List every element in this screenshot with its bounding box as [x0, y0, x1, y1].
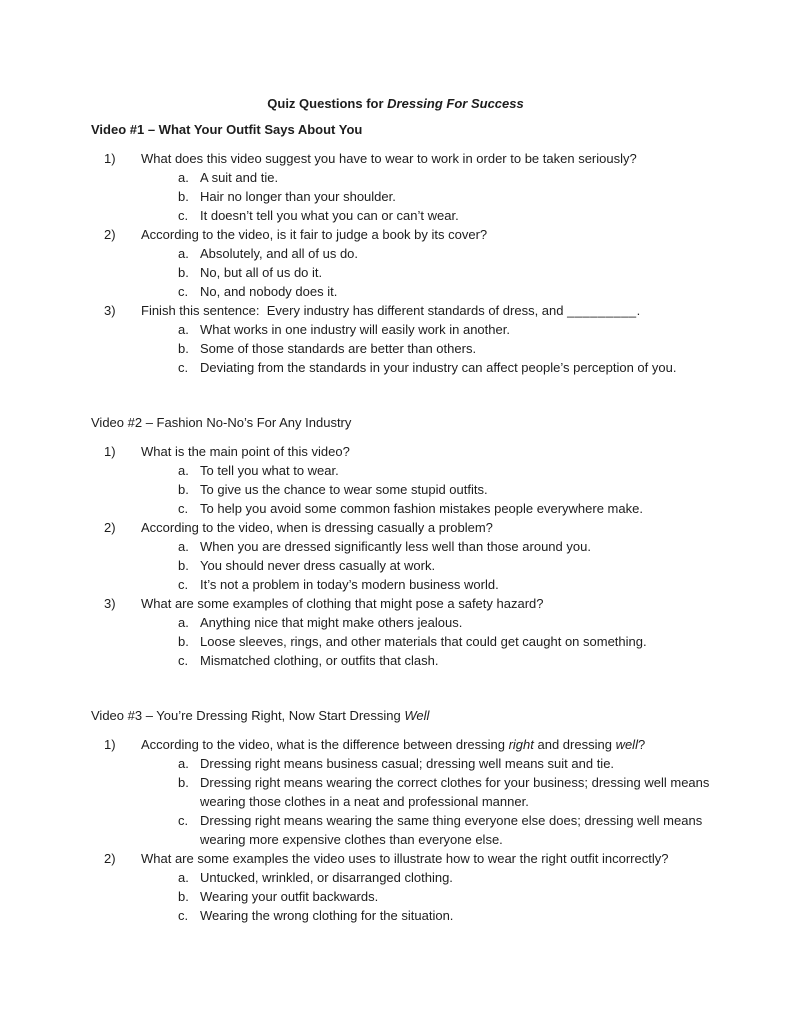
choice-text: [200, 461, 733, 480]
text-segment: Quiz Questions for: [267, 96, 388, 111]
text-segment: According to the video, when is dressing casually a problem?: [141, 520, 493, 535]
question-row: [91, 735, 733, 754]
text-segment: Mismatched clothing, or outfits that clash.: [200, 653, 439, 668]
question: [91, 518, 733, 594]
text-segment: It’s not a problem in today’s modern business world.: [200, 577, 499, 592]
question-row: [91, 518, 733, 537]
text-segment: Finish this sentence: Every industry has different standards of dress, and: [141, 303, 568, 318]
question-text: [141, 594, 733, 613]
question: [91, 301, 733, 377]
text-segment: You should never dress casually at work.: [200, 558, 436, 573]
choice-text: [200, 613, 733, 632]
text-segment: right: [508, 737, 534, 752]
choice-text: [200, 887, 733, 906]
choice-text: [200, 187, 733, 206]
question-text: [141, 518, 733, 537]
question-number: 2): [104, 520, 116, 535]
text-segment: Untucked, wrinkled, or disarranged clothing.: [200, 870, 453, 885]
quiz-section: [91, 706, 733, 925]
text-segment: Wearing your outfit backwards.: [200, 889, 379, 904]
choice-letter: b.: [178, 189, 189, 204]
choice: [178, 887, 733, 906]
text-segment: _________: [567, 303, 637, 318]
text-segment: Video #1 – What Your Outfit Says About You: [91, 122, 363, 137]
choice-letter: b.: [178, 558, 189, 573]
question-number: 3): [104, 303, 116, 318]
choice-letter: a.: [178, 246, 189, 261]
choice-letter: b.: [178, 634, 189, 649]
choice-letter: b.: [178, 265, 189, 280]
text-segment: Well: [404, 708, 430, 723]
choice: [178, 480, 733, 499]
text-segment: A suit and tie.: [200, 170, 279, 185]
text-segment: ?: [637, 737, 646, 752]
choice-text: [200, 556, 733, 575]
text-segment: What is the main point of this video?: [141, 444, 350, 459]
question-number: 1): [104, 151, 116, 166]
choice-text: [200, 320, 733, 339]
question-text: [141, 442, 733, 461]
question: [91, 442, 733, 518]
choice-text: [200, 811, 733, 849]
question: [91, 149, 733, 225]
text-segment: Some of those standards are better than others.: [200, 341, 477, 356]
choice: [178, 320, 733, 339]
choice-letter: c.: [178, 360, 189, 375]
choice-letter: c.: [178, 813, 189, 828]
question-text: [141, 225, 733, 244]
question-text: [141, 849, 733, 868]
choice: [178, 613, 733, 632]
section-heading: [91, 706, 733, 725]
choice: [178, 651, 733, 670]
question-row: [91, 301, 733, 320]
text-segment: What does this video suggest you have to wear to work in order to be taken seriously?: [141, 151, 637, 166]
section-heading: [91, 120, 733, 139]
question-row: [91, 442, 733, 461]
choice-text: [200, 263, 733, 282]
choice-text: [200, 244, 733, 263]
choice-letter: b.: [178, 341, 189, 356]
choice-letter: c.: [178, 577, 189, 592]
choice: [178, 575, 733, 594]
document-title: [0, 94, 791, 113]
text-segment: No, and nobody does it.: [200, 284, 338, 299]
choice-text: [200, 168, 733, 187]
choice-text: [200, 868, 733, 887]
question-number: 1): [104, 737, 116, 752]
text-segment: Loose sleeves, rings, and other materials that could get caught on something.: [200, 634, 647, 649]
text-segment: To tell you what to wear.: [200, 463, 339, 478]
text-segment: Dressing right means wearing the same thing everyone else does; dressing well means wearing more expensive clothes than everyone else.: [200, 813, 706, 847]
text-segment: What are some examples the video uses to illustrate how to wear the right outfit incorrectly?: [141, 851, 669, 866]
choice: [178, 811, 733, 849]
choice: [178, 339, 733, 358]
choice-letter: a.: [178, 756, 189, 771]
choice-letter: c.: [178, 908, 189, 923]
choice: [178, 773, 733, 811]
choice: [178, 556, 733, 575]
text-segment: What works in one industry will easily work in another.: [200, 322, 510, 337]
choice-letter: a.: [178, 870, 189, 885]
choice: [178, 754, 733, 773]
choice: [178, 206, 733, 225]
text-segment: When you are dressed significantly less well than those around you.: [200, 539, 591, 554]
choice-text: [200, 282, 733, 301]
quiz-section: [91, 413, 733, 670]
choice-text: [200, 754, 733, 773]
choice-letter: a.: [178, 615, 189, 630]
question-number: 2): [104, 227, 116, 242]
question-number: 3): [104, 596, 116, 611]
question-number: 2): [104, 851, 116, 866]
choice-letter: c.: [178, 208, 189, 223]
question: [91, 849, 733, 925]
choice-letter: a.: [178, 170, 189, 185]
text-segment: What are some examples of clothing that might pose a safety hazard?: [141, 596, 544, 611]
choice-text: [200, 499, 733, 518]
question: [91, 225, 733, 301]
choice-letter: b.: [178, 775, 189, 790]
choice: [178, 358, 733, 377]
text-segment: To help you avoid some common fashion mistakes people everywhere make.: [200, 501, 643, 516]
quiz-section: [91, 120, 733, 377]
question: [91, 735, 733, 849]
choice-text: [200, 906, 733, 925]
choice-letter: a.: [178, 463, 189, 478]
choice: [178, 632, 733, 651]
choice-text: [200, 575, 733, 594]
choice: [178, 168, 733, 187]
choice: [178, 244, 733, 263]
choice-letter: a.: [178, 539, 189, 554]
choice-text: [200, 537, 733, 556]
choice-letter: b.: [178, 482, 189, 497]
text-segment: Deviating from the standards in your industry can affect people’s perception of you.: [200, 360, 677, 375]
choice-letter: c.: [178, 653, 189, 668]
choice: [178, 868, 733, 887]
text-segment: To give us the chance to wear some stupid outfits.: [200, 482, 488, 497]
text-segment: Dressing right means business casual; dressing well means suit and tie.: [200, 756, 615, 771]
question-row: [91, 849, 733, 868]
choice-letter: c.: [178, 501, 189, 516]
choice-text: [200, 773, 733, 811]
question: [91, 594, 733, 670]
text-segment: Wearing the wrong clothing for the situation.: [200, 908, 454, 923]
question-text: [141, 149, 733, 168]
text-segment: Hair no longer than your shoulder.: [200, 189, 396, 204]
choice: [178, 906, 733, 925]
text-segment: Absolutely, and all of us do.: [200, 246, 359, 261]
choice-text: [200, 339, 733, 358]
text-segment: .: [636, 303, 641, 318]
text-segment: Dressing For Success: [387, 96, 524, 111]
question-text: [141, 301, 733, 320]
text-segment: No, but all of us do it.: [200, 265, 323, 280]
text-segment: Dressing right means wearing the correct clothes for your business; dressing well means wearing those clothes in a neat and professional manner.: [200, 775, 714, 809]
choice: [178, 187, 733, 206]
choice-letter: c.: [178, 284, 189, 299]
question-row: [91, 225, 733, 244]
text-segment: It doesn’t tell you what you can or can’t wear.: [200, 208, 459, 223]
text-segment: According to the video, is it fair to judge a book by its cover?: [141, 227, 488, 242]
text-segment: well: [615, 737, 638, 752]
choice: [178, 537, 733, 556]
text-segment: Video #2 – Fashion No-No’s For Any Industry: [91, 415, 352, 430]
question-text: [141, 735, 733, 754]
choice: [178, 499, 733, 518]
choice-letter: b.: [178, 889, 189, 904]
text-segment: Video #3 – You’re Dressing Right, Now Start Dressing: [91, 708, 405, 723]
question-row: [91, 149, 733, 168]
choice-text: [200, 358, 733, 377]
section-heading: [91, 413, 733, 432]
choice-text: [200, 480, 733, 499]
question-row: [91, 594, 733, 613]
choice: [178, 282, 733, 301]
choice-letter: a.: [178, 322, 189, 337]
choice: [178, 263, 733, 282]
choice: [178, 461, 733, 480]
choice-text: [200, 651, 733, 670]
choice-text: [200, 632, 733, 651]
text-segment: According to the video, what is the difference between dressing: [141, 737, 509, 752]
text-segment: Anything nice that might make others jealous.: [200, 615, 463, 630]
choice-text: [200, 206, 733, 225]
sections-container: [91, 120, 733, 925]
text-segment: and dressing: [533, 737, 616, 752]
question-number: 1): [104, 444, 116, 459]
